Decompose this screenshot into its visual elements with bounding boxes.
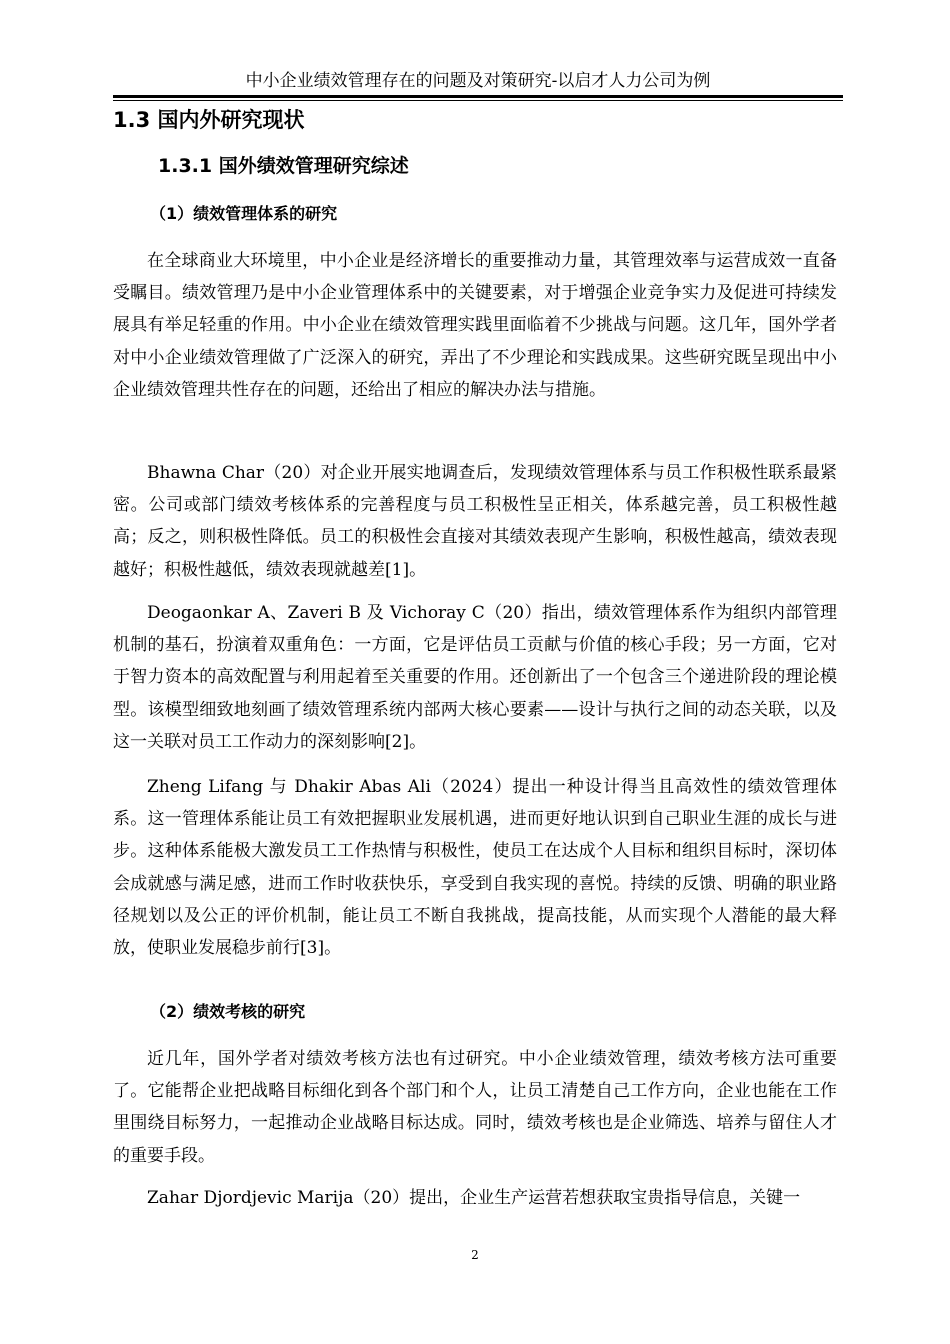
paragraph-deogaonkar: Deogaonkar A、Zaveri B 及 Vichoray C（20）指出，绩效管理体系作为组织内部管理机制的基石，扮演着双重角色：一方面，它是评估员工贡献与价值的核心手段；另一方面，它对于智力资本的高效配置与利用起着至关重要的作用。还创新出了一个包含三个递进阶段的理论模型。该模型细致地刻画了绩效管理系统内部两大核心要素——设计与执行之间的动态关联，以及这一关联对员工工作动力的深刻影响[2]。 [113,603,837,752]
section-heading: 1.3 国内外研究现状 [113,108,305,132]
header-rule-thin [113,100,843,101]
header-rule-thick [113,95,843,98]
subsection-heading: 1.3.1 国外绩效管理研究综述 [158,155,409,177]
paragraph-intro: 在全球商业大环境里，中小企业是经济增长的重要推动力量，其管理效率与运营成效一直备受瞩目。绩效管理乃是中小企业管理体系中的关键要素，对于增强企业竞争实力及促进可持续发展具有举足轻重的作用。中小企业在绩效管理实践里面临着不少挑战与问题。这几年，国外学者对中小企业绩效管理做了广泛深入的研究，弄出了不少理论和实践成果。这些研究既呈现出中小企业绩效管理共性存在的问题，还给出了相应的解决办法与措施。 [113,251,837,400]
paragraph-appraisal-intro: 近几年，国外学者对绩效考核方法也有过研究。中小企业绩效管理，绩效考核方法可重要了。它能帮企业把战略目标细化到各个部门和个人，让员工清楚自己工作方向，企业也能在工作里围绕目标努力，一起推动企业战略目标达成。同时，绩效考核也是企业筛选、培养与留住人才的重要手段。 [113,1049,837,1166]
paragraph-zheng-lifang: Zheng Lifang 与 Dhakir Abas Ali（2024）提出一种设计得当且高效性的绩效管理体系。这一管理体系能让员工有效把握职业发展机遇，进而更好地认识到自己职业生涯的成长与进步。这种体系能极大激发员工工作热情与积极性，使员工在达成个人目标和组织目标时，深切体会成就感与满足感，进而工作时收获快乐，享受到自我实现的喜悦。持续的反馈、明确的职业路径规划以及公正的评价机制，能让员工不断自我挑战，提高技能，从而实现个人潜能的最大释放，使职业发展稳步前行[3]。 [113,777,837,959]
paragraph-bhawna-char: Bhawna Char（20）对企业开展实地调查后，发现绩效管理体系与员工作积极性联系最紧密。公司或部门绩效考核体系的完善程度与员工积极性呈正相关，体系越完善，员工积极性越高；反之，则积极性降低。员工的积极性会直接对其绩效表现产生影响，积极性越高，绩效表现越好；积极性越低，绩效表现就越差[1]。 [113,463,837,580]
topic-heading-2: （2）绩效考核的研究 [150,1002,306,1021]
page-number: 2 [471,1248,479,1262]
topic-heading-1: （1）绩效管理体系的研究 [150,204,338,223]
page-header-title: 中小企业绩效管理存在的问题及对策研究-以启才人力公司为例 [245,71,711,91]
paragraph-zahar: Zahar Djordjevic Marija（20）提出，企业生产运营若想获取宝贵指导信息，关键一 [147,1188,801,1208]
